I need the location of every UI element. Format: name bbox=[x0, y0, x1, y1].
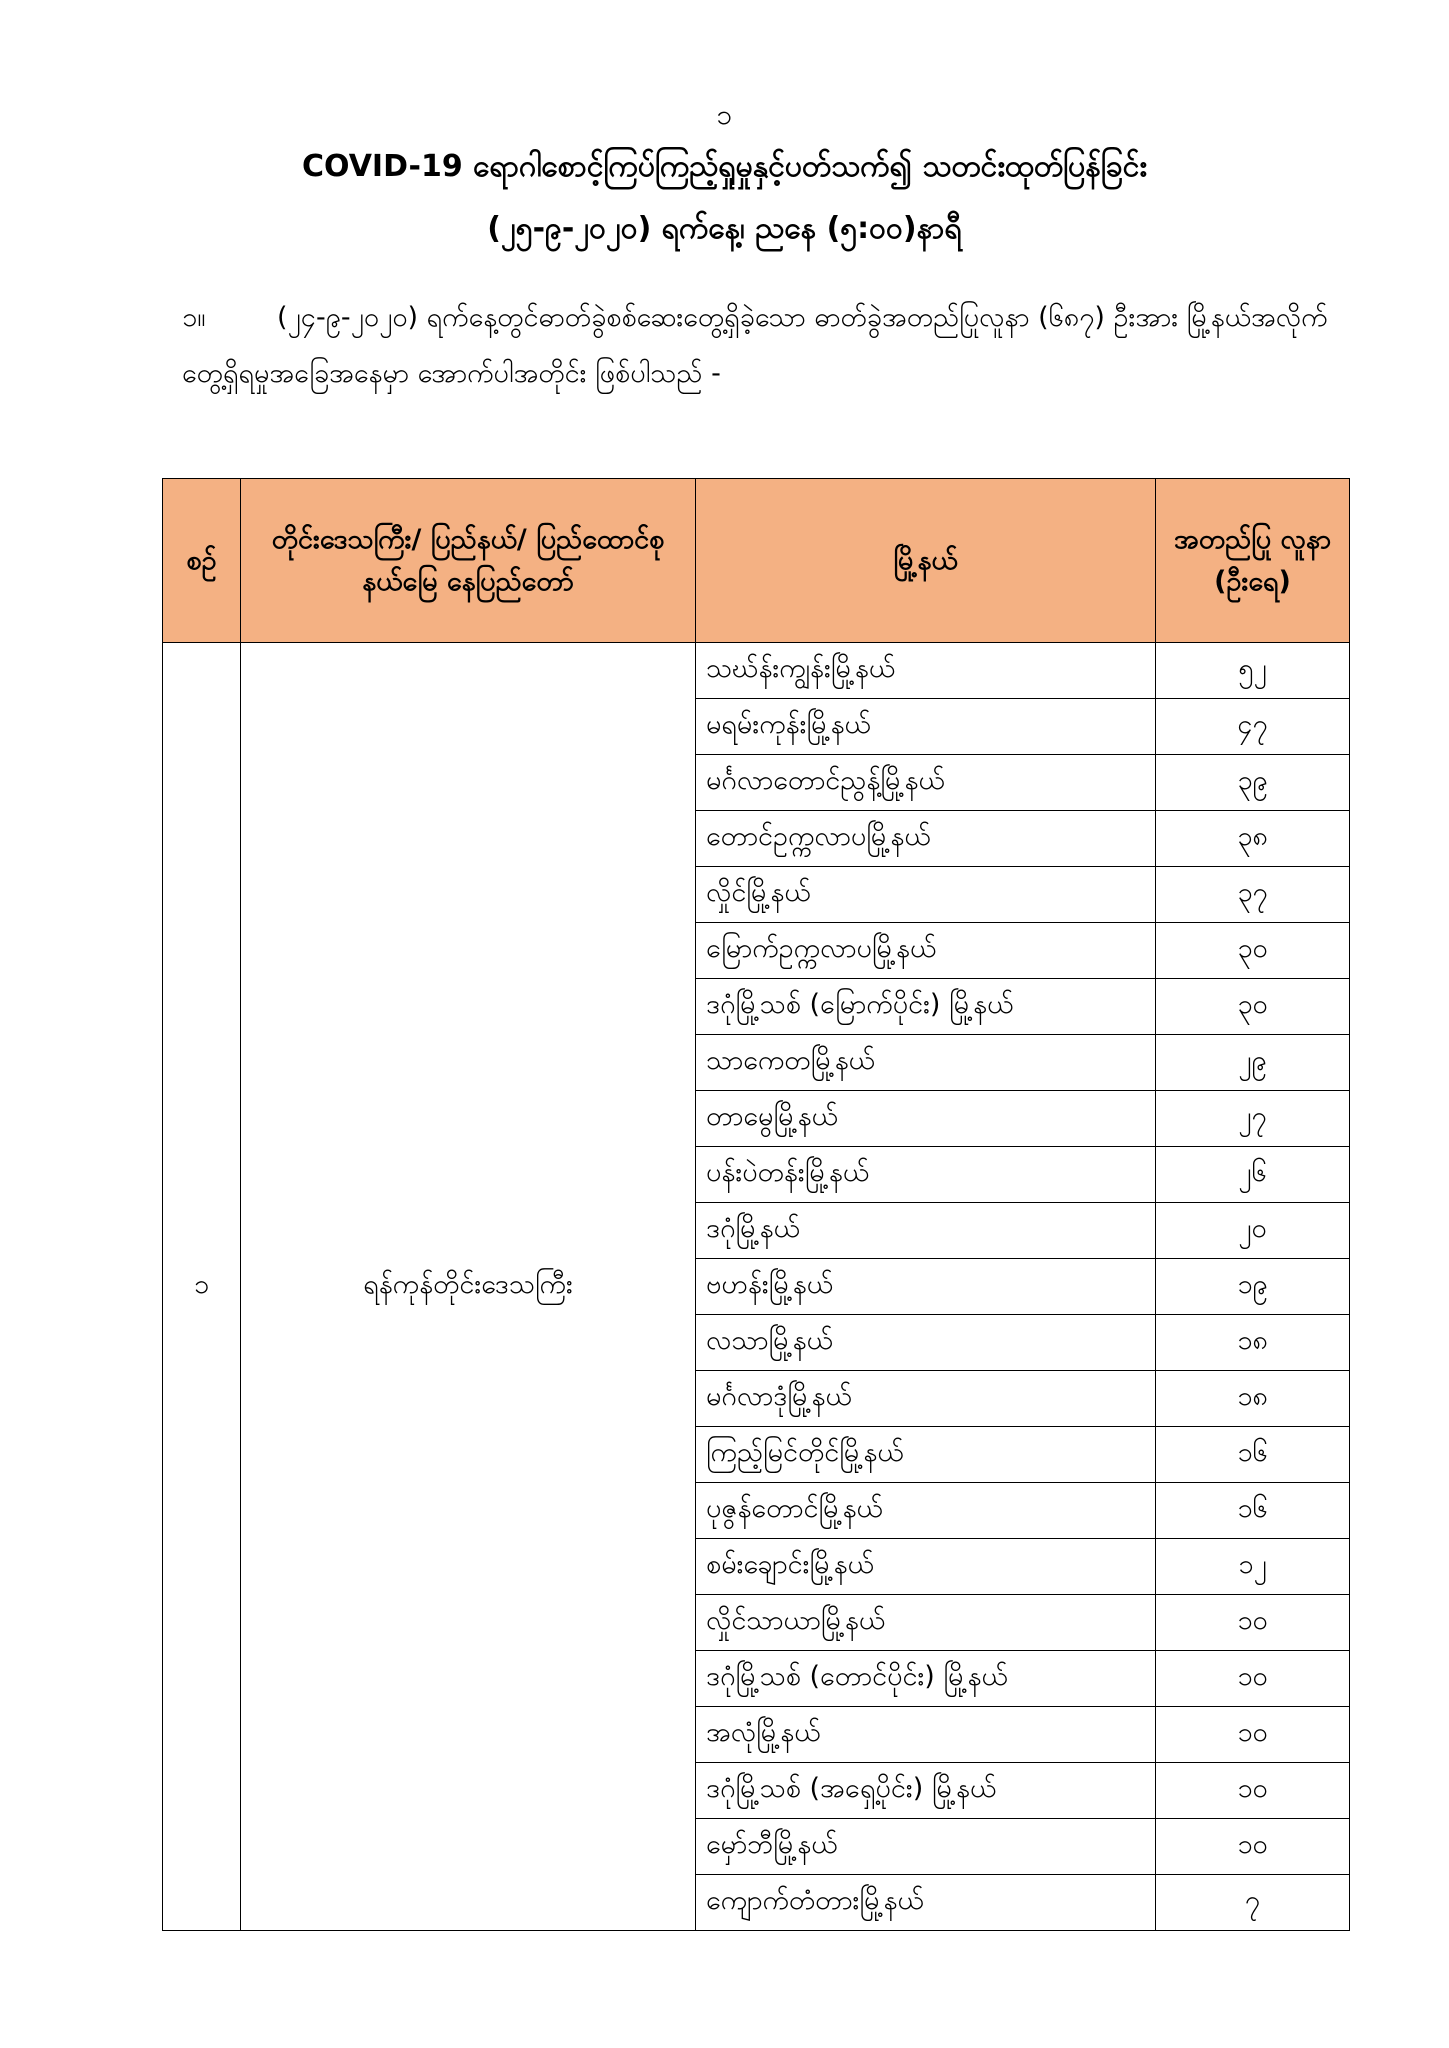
paragraph-number: ၁။ bbox=[182, 302, 206, 333]
count-cell: ၃၀ bbox=[1156, 979, 1350, 1035]
count-cell: ၁၀ bbox=[1156, 1651, 1350, 1707]
township-cell: လှိုင်မြို့နယ် bbox=[696, 867, 1156, 923]
paragraph-text: (၂၄-၉-၂၀၂၀) ရက်နေ့တွင်ဓာတ်ခွဲစစ်ဆေးတွေ့ရှိခဲ့သော ဓာတ်ခွဲအတည်ပြုလူနာ (၆၈၇) ဦးအား မြို့နယ်အလိုက်တွေ့ရှိရမှုအခြေအနေမှာ အောက်ပါအတိုင်း ဖြစ်ပါသည် - bbox=[182, 302, 1328, 389]
count-cell: ၅၂ bbox=[1156, 643, 1350, 699]
township-cell: အလုံမြို့နယ် bbox=[696, 1707, 1156, 1763]
township-cell: လသာမြို့နယ် bbox=[696, 1315, 1156, 1371]
count-cell: ၂၇ bbox=[1156, 1091, 1350, 1147]
count-cell: ၁၉ bbox=[1156, 1259, 1350, 1315]
count-cell: ၁၀ bbox=[1156, 1707, 1350, 1763]
township-cell: မင်္ဂလာတောင်ညွန့်မြို့နယ် bbox=[696, 755, 1156, 811]
document-date-line: (၂၅-၉-၂၀၂၀) ရက်နေ့၊ ညနေ (၅:၀၀)နာရီ bbox=[487, 211, 962, 246]
township-cell: မှော်ဘီမြို့နယ် bbox=[696, 1819, 1156, 1875]
count-cell: ၁၈ bbox=[1156, 1315, 1350, 1371]
township-cell: ကြည့်မြင်တိုင်မြို့နယ် bbox=[696, 1427, 1156, 1483]
township-cases-table bbox=[162, 478, 1350, 1931]
township-cell: စမ်းချောင်းမြို့နယ် bbox=[696, 1539, 1156, 1595]
township-cell: ပုဇွန်တောင်မြို့နယ် bbox=[696, 1483, 1156, 1539]
township-cell: မရမ်းကုန်းမြို့နယ် bbox=[696, 699, 1156, 755]
count-cell: ၃၇ bbox=[1156, 867, 1350, 923]
count-cell: ၁၈ bbox=[1156, 1371, 1350, 1427]
township-cell: ဗဟန်းမြို့နယ် bbox=[696, 1259, 1156, 1315]
township-cell: မင်္ဂလာဒုံမြို့နယ် bbox=[696, 1371, 1156, 1427]
township-cell: တာမွေမြို့နယ် bbox=[696, 1091, 1156, 1147]
count-cell: ၁၆ bbox=[1156, 1483, 1350, 1539]
header-count: အတည်ပြု လူနာ (ဦးရေ) bbox=[1156, 479, 1350, 643]
township-cell: ဒဂုံမြို့နယ် bbox=[696, 1203, 1156, 1259]
township-cell: တောင်ဥက္ကလာပမြို့နယ် bbox=[696, 811, 1156, 867]
township-cell: ဒဂုံမြို့သစ် (အရှေ့ပိုင်း) မြို့နယ် bbox=[696, 1763, 1156, 1819]
table-row bbox=[163, 643, 1350, 699]
count-cell: ၁၀ bbox=[1156, 1595, 1350, 1651]
count-cell: ၁၀ bbox=[1156, 1763, 1350, 1819]
count-cell: ၁၂ bbox=[1156, 1539, 1350, 1595]
region-cell: ရန်ကုန်တိုင်းဒေသကြီး bbox=[241, 643, 696, 1931]
township-cell: သဃ်န်းကျွန်းမြို့နယ် bbox=[696, 643, 1156, 699]
township-cell: ဒဂုံမြို့သစ် (မြောက်ပိုင်း) မြို့နယ် bbox=[696, 979, 1156, 1035]
header-township: မြို့နယ် bbox=[696, 479, 1156, 643]
count-cell: ၄၇ bbox=[1156, 699, 1350, 755]
page-number: ၁ bbox=[716, 98, 733, 131]
header-region: တိုင်းဒေသကြီး/ ပြည်နယ်/ ပြည်ထောင်စုနယ်မြေ နေပြည်တော် bbox=[241, 479, 696, 643]
intro-paragraph bbox=[182, 290, 1362, 402]
count-cell: ၃၀ bbox=[1156, 923, 1350, 979]
count-cell: ၃၈ bbox=[1156, 811, 1350, 867]
count-cell: ၇ bbox=[1156, 1875, 1350, 1931]
count-cell: ၂၀ bbox=[1156, 1203, 1350, 1259]
township-cell: ဒဂုံမြို့သစ် (တောင်ပိုင်း) မြို့နယ် bbox=[696, 1651, 1156, 1707]
serial-cell: ၁ bbox=[163, 643, 241, 1931]
count-cell: ၁၀ bbox=[1156, 1819, 1350, 1875]
document-title: COVID-19 ရောဂါစောင့်ကြပ်ကြည့်ရှုမှုနှင့်ပတ်သက်၍ သတင်းထုတ်ပြန်ခြင်း bbox=[301, 149, 1147, 184]
township-cell: ကျောက်တံတားမြို့နယ် bbox=[696, 1875, 1156, 1931]
header-serial: စဉ် bbox=[163, 479, 241, 643]
township-cell: သာကေတမြို့နယ် bbox=[696, 1035, 1156, 1091]
township-cell: မြောက်ဥက္ကလာပမြို့နယ် bbox=[696, 923, 1156, 979]
township-cell: ပန်းပဲတန်းမြို့နယ် bbox=[696, 1147, 1156, 1203]
count-cell: ၁၆ bbox=[1156, 1427, 1350, 1483]
table-body bbox=[163, 643, 1350, 1931]
township-cell: လှိုင်သာယာမြို့နယ် bbox=[696, 1595, 1156, 1651]
table-header-row bbox=[163, 479, 1350, 643]
count-cell: ၂၉ bbox=[1156, 1035, 1350, 1091]
count-cell: ၃၉ bbox=[1156, 755, 1350, 811]
count-cell: ၂၆ bbox=[1156, 1147, 1350, 1203]
